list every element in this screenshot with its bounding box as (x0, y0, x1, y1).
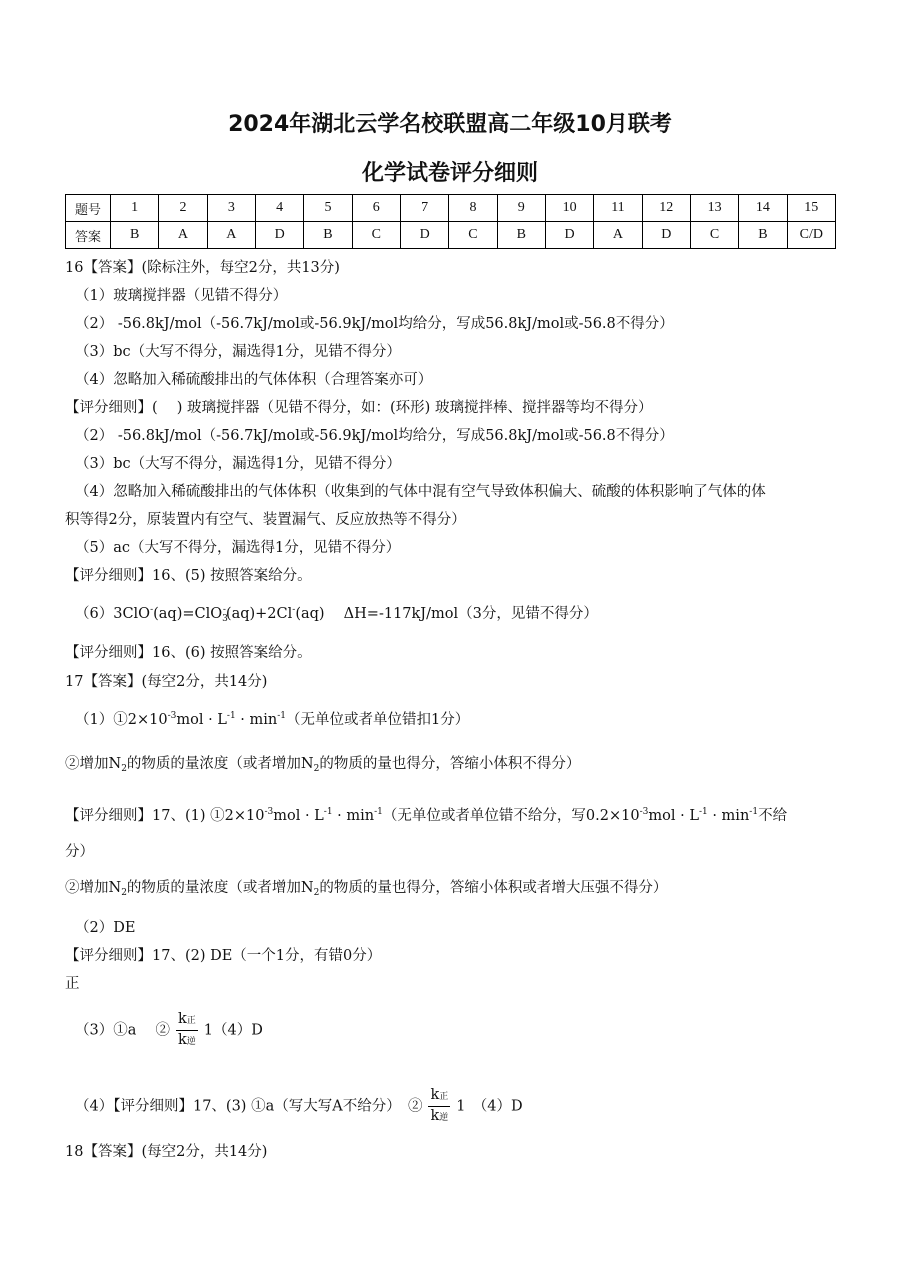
text: 【评分细则】17、(1) ①2×10 (65, 808, 265, 824)
table-cell-number: 9 (497, 195, 545, 222)
table-cell-number: 14 (739, 195, 787, 222)
table-cell-number: 5 (304, 195, 352, 222)
superscript: -1 (749, 807, 759, 817)
fraction (176, 1010, 198, 1051)
text: mol · L (648, 808, 699, 824)
q16-answer-3: （3）bc（大写不得分，漏选得1分，见错不得分） (75, 344, 401, 360)
q17-rubric-3 (75, 1086, 523, 1127)
table-cell-answer: D (545, 222, 593, 249)
text: (aq)+2Cl (225, 606, 293, 622)
q16-rubric-5-note: 【评分细则】16、(5) 按照答案给分。 (65, 568, 312, 584)
q16-rubric-4b: 积等得2分，原装置内有空气、装置漏气、反应放热等不得分） (65, 512, 466, 528)
page-title: 2024年湖北云学名校联盟高二年级10月联考 (228, 112, 672, 137)
q16-rubric-6-note: 【评分细则】16、(6) 按照答案给分。 (65, 645, 312, 661)
superscript: -3 (167, 711, 177, 721)
q17-answer-1b (65, 754, 580, 774)
q17-answer-3 (75, 1010, 263, 1051)
table-cell-answer: B (739, 222, 787, 249)
table-cell-answer: A (159, 222, 207, 249)
text: （无单位或者单位错不给分，写0.2×10 (382, 808, 640, 824)
table-row (66, 222, 836, 249)
fraction-denominator (428, 1107, 450, 1127)
text: （4）【评分细则】17、(3) ①a（写大写A不给分） ② (75, 1098, 423, 1115)
table-cell-number: 12 (642, 195, 690, 222)
superscript: - (222, 605, 226, 615)
table-cell-answer: A (594, 222, 642, 249)
superscript: -3 (639, 807, 649, 817)
fraction-numerator (428, 1086, 450, 1107)
table-cell-answer: B (304, 222, 352, 249)
q16-rubric-5: （5）ac（大写不得分，漏选得1分，见错不得分） (75, 540, 401, 556)
superscript: -1 (698, 807, 708, 817)
q16-answer-2: （2） -56.8kJ/mol（-56.7kJ/mol或-56.9kJ/mol均给分，写成56.8kJ/mol或-56.8不得分） (75, 316, 674, 332)
table-cell-answer: D (400, 222, 448, 249)
subscript: 2 (121, 764, 127, 774)
q17-answer-1 (75, 710, 469, 730)
superscript: -1 (323, 807, 333, 817)
table-cell-answer: C/D (787, 222, 835, 249)
table-cell-number: 10 (545, 195, 593, 222)
table-cell-number: 13 (690, 195, 738, 222)
text: （无单位或者单位错扣1分） (286, 712, 470, 728)
table-cell-answer: D (255, 222, 303, 249)
text: (aq)=ClO (153, 606, 223, 622)
subscript: 正 (186, 1016, 196, 1026)
q17-rubric-1-tail: 分） (65, 844, 94, 860)
text: · min (707, 808, 750, 824)
text: （1）①2×10 (75, 712, 168, 728)
table-cell-number: 6 (352, 195, 400, 222)
table-cell-answer: A (207, 222, 255, 249)
superscript: -1 (277, 711, 287, 721)
superscript: -3 (264, 807, 274, 817)
q16-answer-1: （1）玻璃搅拌器（见错不得分） (75, 288, 288, 304)
text: 的物质的量浓度（或者增加N (126, 880, 314, 896)
subscript: 2 (313, 764, 320, 774)
text: 1（4）D (203, 1022, 263, 1039)
table-row (66, 195, 836, 222)
q18-heading: 18【答案】(每空2分，共14分) (65, 1144, 268, 1160)
table-cell-answer: C (352, 222, 400, 249)
q16-heading: 16【答案】(除标注外，每空2分，共13分) (65, 260, 340, 276)
page-subtitle: 化学试卷评分细则 (361, 161, 538, 186)
table-cell-number: 4 (255, 195, 303, 222)
q17-answer-2: （2）DE (75, 920, 136, 936)
q17-heading: 17【答案】(每空2分，共14分) (65, 674, 268, 690)
q17-rubric-1b (65, 878, 667, 898)
table-row-header: 题号 (66, 195, 111, 222)
table-cell-number: 15 (787, 195, 835, 222)
stray-char: 正 (65, 976, 80, 992)
table-cell-answer: D (642, 222, 690, 249)
q16-rubric-1: 【评分细则】( ) 玻璃搅拌器（见错不得分，如：(环形) 玻璃搅拌棒、搅拌器等均不得分） (65, 400, 653, 416)
text: · min (332, 808, 375, 824)
text: 的物质的量浓度（或者增加N (126, 756, 314, 772)
table-cell-answer: C (449, 222, 497, 249)
subscript: 逆 (186, 1037, 196, 1047)
table-cell-answer: B (111, 222, 159, 249)
text: （6）3ClO (75, 606, 151, 622)
text: mol · L (273, 808, 324, 824)
fraction-denominator (176, 1031, 198, 1051)
text: · min (235, 712, 278, 728)
q17-rubric-1 (65, 806, 787, 826)
table-cell-number: 3 (207, 195, 255, 222)
text: k (177, 1032, 187, 1048)
answer-table (65, 194, 836, 249)
subscript: 逆 (439, 1113, 449, 1123)
table-cell-answer: B (497, 222, 545, 249)
fraction-numerator (176, 1010, 198, 1031)
subscript: 正 (439, 1092, 449, 1102)
subscript: 3 (222, 614, 228, 624)
text: ②增加N (65, 756, 122, 772)
text: mol · L (176, 712, 227, 728)
superscript: -1 (226, 711, 236, 721)
text: 不给 (758, 808, 788, 824)
text: 的物质的量也得分，答缩小体积不得分） (319, 756, 581, 772)
q16-answer-6 (75, 604, 598, 624)
superscript: - (150, 605, 154, 615)
superscript: - (292, 605, 296, 615)
text: k (430, 1087, 440, 1103)
table-cell-number: 7 (400, 195, 448, 222)
q16-rubric-2: （2） -56.8kJ/mol（-56.7kJ/mol或-56.9kJ/mol均给分，写成56.8kJ/mol或-56.8不得分） (75, 428, 674, 444)
table-cell-number: 11 (594, 195, 642, 222)
text: 的物质的量也得分，答缩小体积或者增大压强不得分） (319, 880, 668, 896)
text: 1 （4）D (456, 1098, 523, 1115)
q16-rubric-3: （3）bc（大写不得分，漏选得1分，见错不得分） (75, 456, 401, 472)
text: （3）①a ② (75, 1022, 170, 1039)
table-row-header: 答案 (66, 222, 111, 249)
table-cell-number: 2 (159, 195, 207, 222)
table-cell-number: 1 (111, 195, 159, 222)
fraction (428, 1086, 450, 1127)
text: ②增加N (65, 880, 122, 896)
text: k (430, 1108, 440, 1124)
q17-rubric-2: 【评分细则】17、(2) DE（一个1分，有错0分） (65, 948, 382, 964)
table-cell-answer: C (690, 222, 738, 249)
q16-answer-4: （4）忽略加入稀硫酸排出的气体体积（合理答案亦可） (75, 372, 433, 388)
text: (aq) ΔH=-117kJ/mol（3分，见错不得分） (295, 606, 598, 622)
q16-rubric-4a: （4）忽略加入稀硫酸排出的气体体积（收集到的气体中混有空气导致体积偏大、硫酸的体积影响了气体的体 (75, 484, 766, 500)
subscript: 2 (313, 888, 320, 898)
superscript: -1 (374, 807, 383, 817)
text: k (177, 1011, 187, 1027)
subscript: 2 (121, 888, 127, 898)
table-cell-number: 8 (449, 195, 497, 222)
